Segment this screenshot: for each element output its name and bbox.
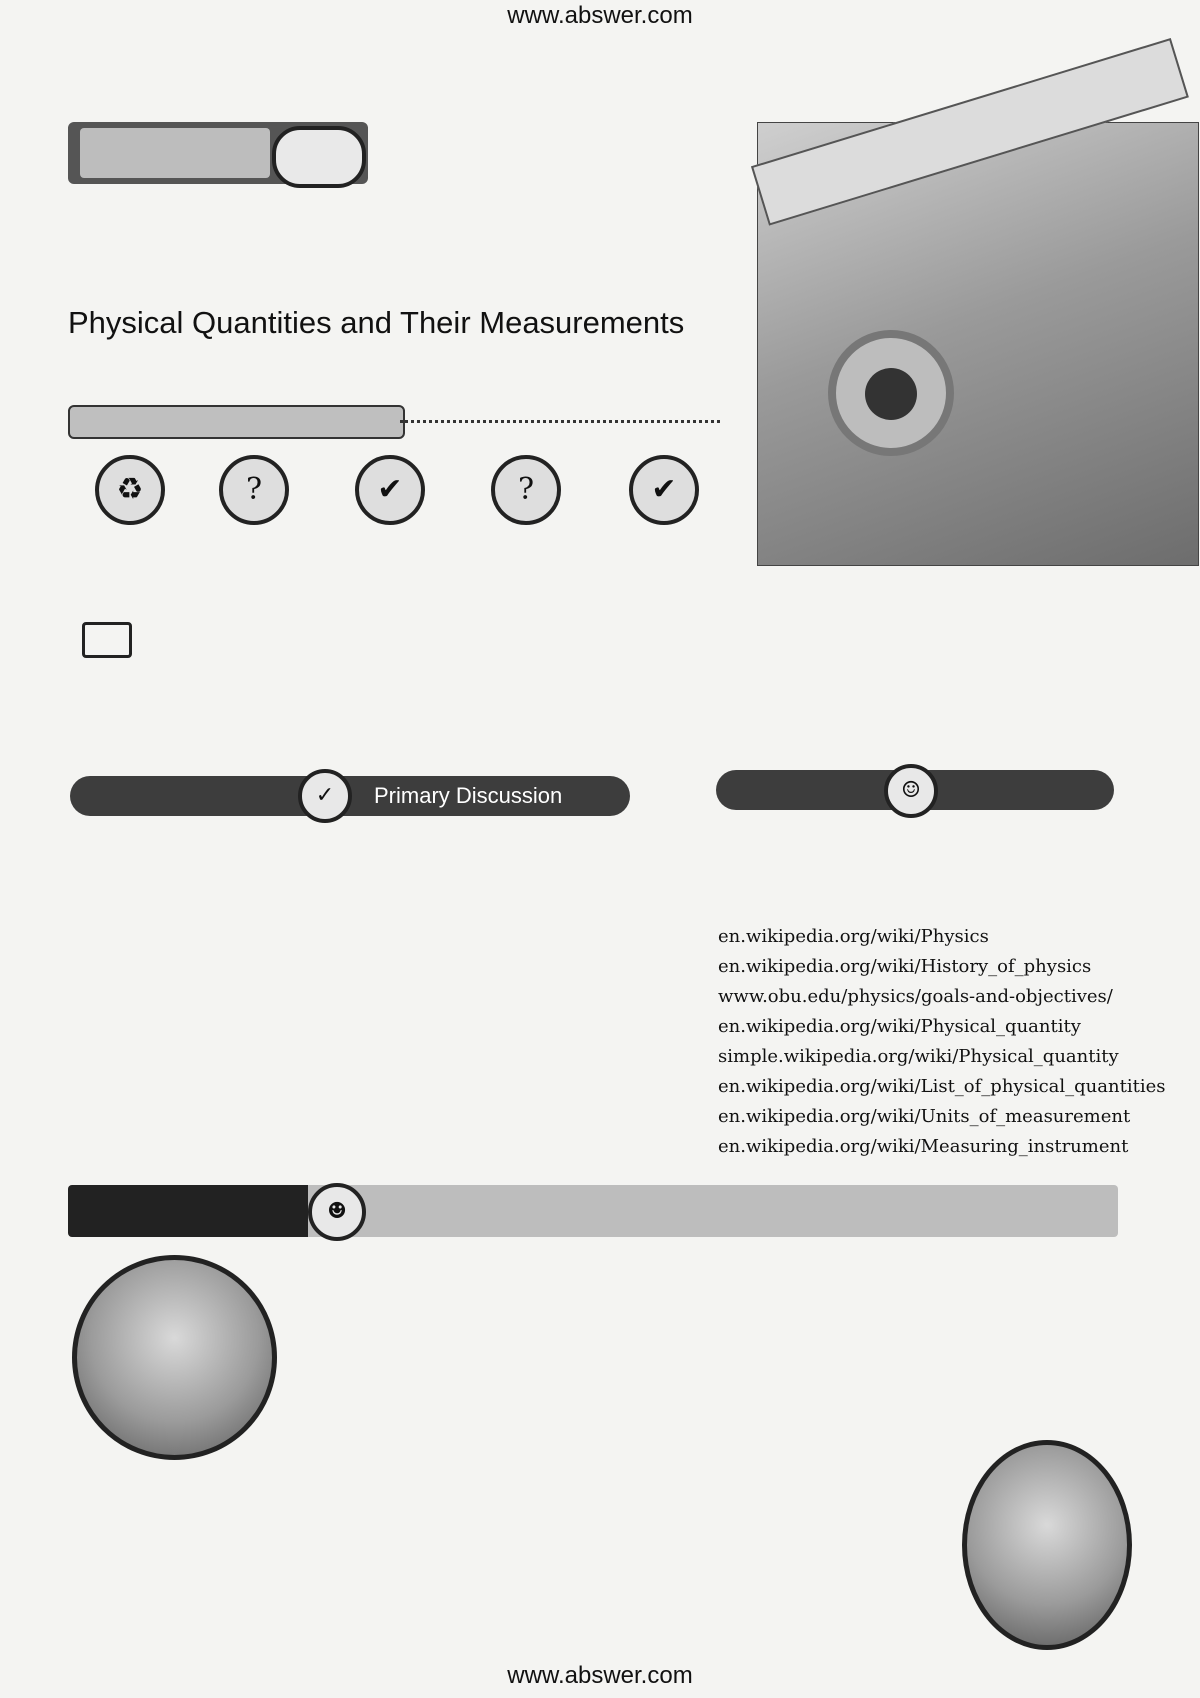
weblink[interactable]: en.wikipedia.org/wiki/History_of_physics <box>718 956 1092 977</box>
weblink[interactable]: en.wikipedia.org/wiki/Physics <box>718 926 989 947</box>
feature-board-school-qa <box>466 455 586 531</box>
book-icon <box>82 622 132 658</box>
dotted-divider <box>400 420 720 423</box>
feature-integrated-qa <box>604 455 724 531</box>
weblink[interactable]: simple.wikipedia.org/wiki/Physical_quantity <box>718 1046 1119 1067</box>
leaf-check-icon: ♻ <box>95 455 165 525</box>
scientist-profile-icon: ☻ <box>308 1183 366 1241</box>
weblink[interactable]: en.wikipedia.org/wiki/Measuring_instrument <box>718 1136 1129 1157</box>
chapter-title-english: Physical Quantities and Their Measurements <box>68 305 685 340</box>
bose-portrait <box>962 1440 1132 1650</box>
feature-textbook-qa <box>330 455 450 531</box>
feature-board-analysis <box>70 455 190 531</box>
handshake-icon: ✓ <box>298 769 352 823</box>
primary-label-english: Primary Discussion <box>374 783 563 808</box>
weblink[interactable]: en.wikipedia.org/wiki/Physical_quantity <box>718 1016 1081 1037</box>
bundle-check-icon: ✔ <box>629 455 699 525</box>
ring-hole <box>865 368 917 420</box>
site-url-top: www.abswer.com <box>507 2 693 29</box>
weblink[interactable]: en.wikipedia.org/wiki/Units_of_measurement <box>718 1106 1131 1127</box>
scientists-banner <box>68 1185 1118 1237</box>
question-icon: ? <box>219 455 289 525</box>
site-url-bottom: www.abswer.com <box>507 1662 693 1689</box>
democritus-portrait <box>72 1255 277 1460</box>
weblinks-list <box>718 830 1165 1162</box>
primary-discussion-text <box>68 826 628 1126</box>
chapter-number <box>272 126 366 188</box>
weblinks-intro <box>718 830 1118 920</box>
feature-super-quiz <box>194 455 314 531</box>
weblink[interactable]: en.wikipedia.org/wiki/List_of_physical_quantities <box>718 1076 1166 1097</box>
book-check-icon: ✔ <box>355 455 425 525</box>
special-additions-label <box>68 405 405 439</box>
chapter-title-bengali <box>70 225 690 303</box>
weblink[interactable]: www.obu.edu/physics/goals-and-objectives/ <box>718 986 1113 1007</box>
medal-question-icon: ? <box>491 455 561 525</box>
chapter-label <box>80 128 270 178</box>
person-icon: ☺ <box>884 764 938 818</box>
